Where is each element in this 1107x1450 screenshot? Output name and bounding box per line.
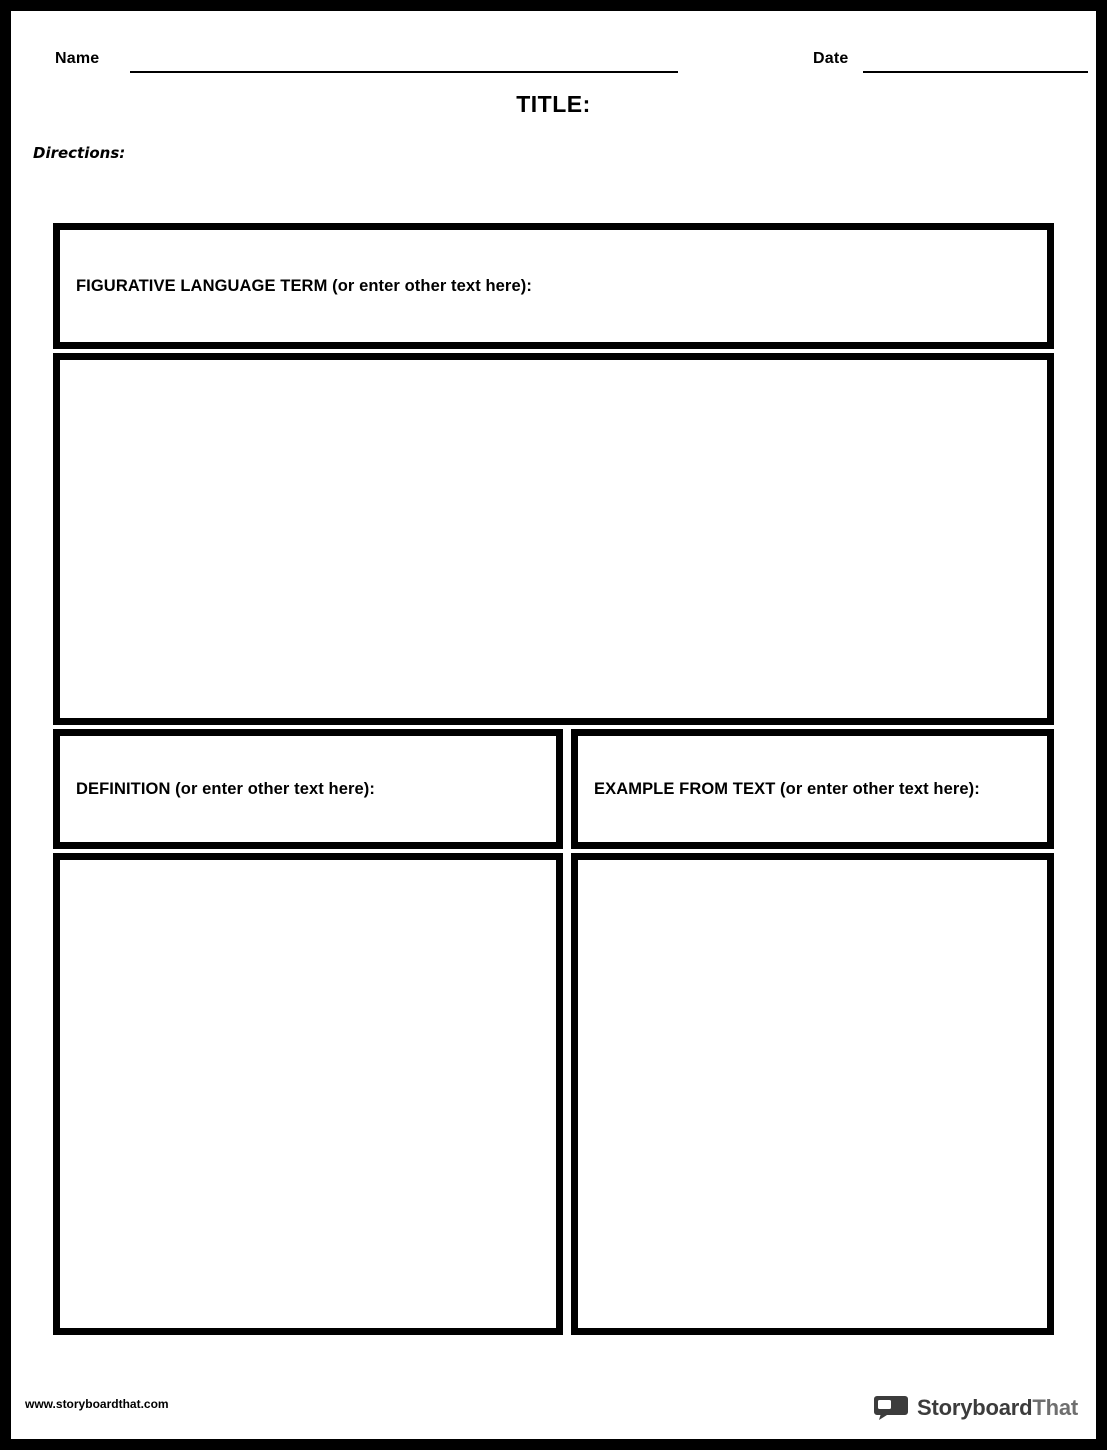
header-row — [45, 41, 1062, 75]
example-answer-text — [578, 860, 610, 878]
definition-answer-text — [60, 860, 92, 878]
graphic-organizer-grid — [53, 223, 1054, 1335]
definition-answer-box[interactable] — [53, 853, 563, 1335]
definition-label-box[interactable] — [53, 729, 563, 849]
name-label: Name — [55, 50, 100, 67]
worksheet-sheet — [11, 11, 1096, 1439]
date-input-line[interactable] — [863, 71, 1088, 73]
term-label-text: FIGURATIVE LANGUAGE TERM (or enter other text here): — [76, 276, 532, 295]
date-label: Date — [813, 50, 849, 67]
speech-bubble-icon — [874, 1395, 908, 1421]
term-answer-box[interactable] — [53, 353, 1054, 725]
definition-label-text: DEFINITION (or enter other text here): — [76, 779, 375, 798]
brand-text — [917, 1395, 1078, 1421]
brand-logo — [874, 1395, 1078, 1421]
name-input-line[interactable] — [130, 71, 678, 73]
example-answer-box[interactable] — [571, 853, 1054, 1335]
term-answer-text — [60, 360, 92, 378]
page-title: TITLE: — [516, 91, 591, 117]
example-label-text: EXAMPLE FROM TEXT (or enter other text here): — [594, 779, 980, 798]
example-label-box[interactable] — [571, 729, 1054, 849]
directions-label: Directions: — [33, 144, 126, 162]
footer-url[interactable]: www.storyboardthat.com — [25, 1397, 169, 1411]
term-label-box[interactable] — [53, 223, 1054, 349]
brand-text-second: That — [1032, 1395, 1078, 1420]
brand-text-first: Storyboard — [917, 1395, 1033, 1420]
